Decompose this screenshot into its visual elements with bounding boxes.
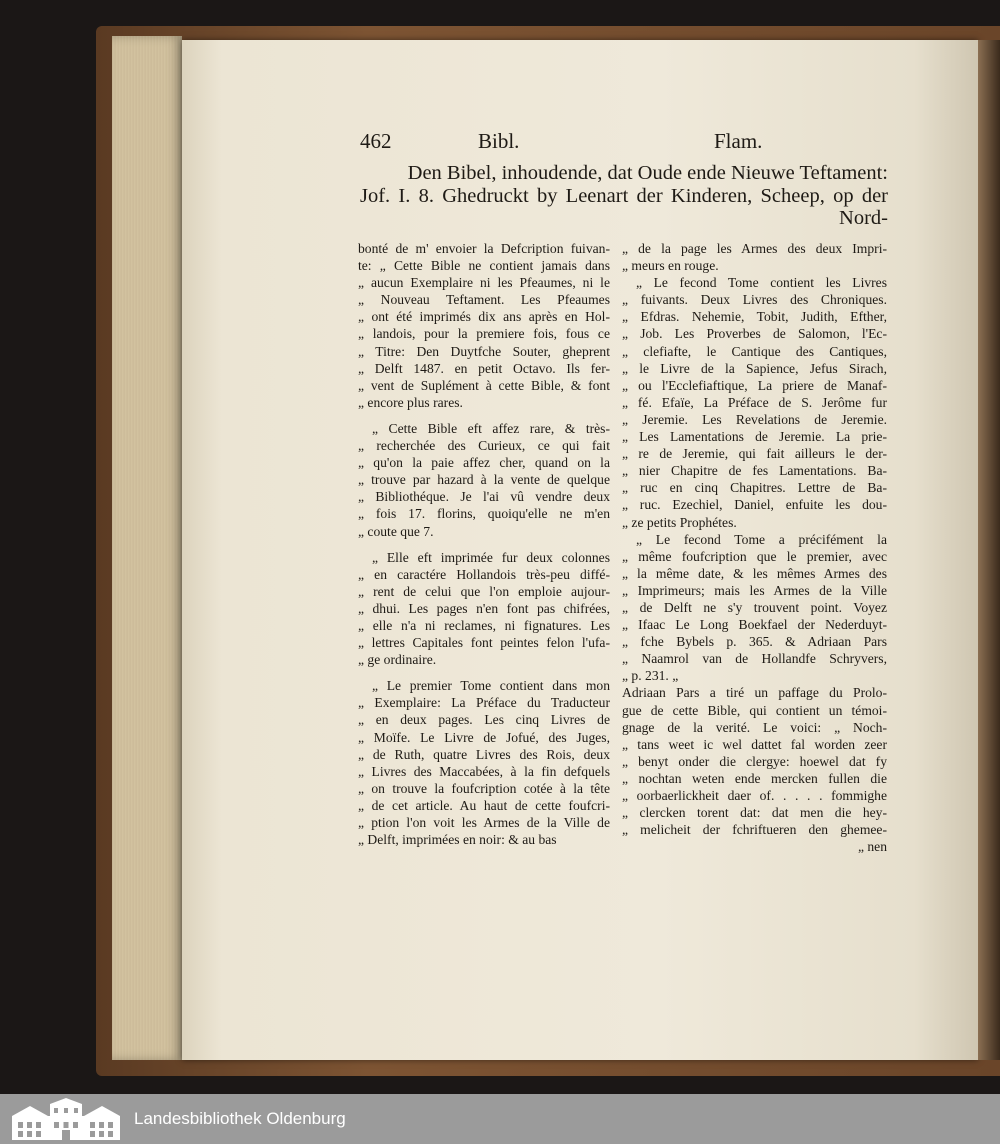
text-line: gue de cette Bible, qui contient un témoi- [622, 702, 887, 718]
paragraph-gap [358, 668, 610, 677]
text-line: „ tans weet ic wel dattet fal worden zeer [622, 736, 887, 752]
text-line: „ Elle eft imprimée fur deux colonnes [372, 549, 610, 565]
text-line: „ recherchée des Curieux, ce qui fait [358, 438, 610, 454]
text-line: „ de cet article. Au haut de cette foufcri- [358, 797, 610, 813]
book-gutter [978, 40, 1000, 1060]
text-line: „ fche Bybels p. 365. & Adriaan Pars [622, 634, 887, 650]
text-line: „ Titre: Den Duytfche Souter, gheprent [358, 343, 610, 359]
text-line: „ Le fecond Tome a précifément la [636, 531, 887, 547]
text-line: „ Delft, imprimées en noir: & au bas [358, 832, 557, 848]
text-line: „ ruc. Ezechiel, Daniel, enfuite les dou- [622, 497, 887, 513]
library-building-logo [10, 1098, 122, 1140]
text-line: „ on trouve la foufcription cotée à la tête [358, 780, 610, 796]
text-line: Adriaan Pars a tiré un paffage du Prolo- [622, 685, 887, 701]
text-line: „ benyt onder die clergye: hoewel dat fy [622, 753, 887, 769]
running-head-right: Flam. [714, 129, 763, 153]
text-line: „ ou l'Ecclefiaftique, La priere de Manaf- [622, 377, 887, 393]
text-line: „ fois 17. florins, quoiqu'elle ne m'en [358, 506, 610, 522]
text-line: „ rent de celui que l'on emploie aujour- [358, 583, 610, 599]
text-line: „ landois, pour la premiere fois, fous ce [358, 326, 610, 342]
text-line: „ Job. Les Proverbes de Salomon, l'Ec- [622, 326, 887, 342]
text-line: „ Moïfe. Le Livre de Jofué, des Juges, [358, 729, 610, 745]
text-line: „ Les Lamentations de Jeremie. La prie- [622, 429, 887, 445]
text-line: „ fuivants. Deux Livres des Chroniques. [622, 292, 887, 308]
running-head-left: Bibl. [478, 129, 520, 153]
text-line: „ la même date, & les mêmes Armes des [622, 565, 887, 581]
page-number: 462 [360, 129, 392, 153]
text-line: „ meurs en rouge. [622, 258, 719, 274]
text-line: „ de Delft ne s'y trouvent point. Voyez [622, 599, 887, 615]
text-line: te: „ Cette Bible ne contient jamais dans [358, 258, 610, 274]
text-line: „ p. 231. „ [622, 668, 679, 684]
text-line: „ Naamrol van de Hollandfe Schryvers, [622, 651, 887, 667]
text-line: „ le Livre de la Sapience, Jefus Sirach, [622, 360, 887, 376]
text-line: „ Le premier Tome contient dans mon [372, 678, 610, 694]
text-line: „ Delft 1487. en petit Octavo. Ils fer- [358, 360, 610, 376]
text-line: „ qu'on la paie affez cher, quand on la [358, 455, 610, 471]
entry-title-line-2: Jof. I. 8. Ghedruckt by Leenart der Kinderen, Scheep, op der [360, 185, 888, 207]
text-line: „ ont été imprimés dix ans après en Hol- [358, 309, 610, 325]
text-line: „ nier Chapitre de fes Lamentations. Ba- [622, 463, 887, 479]
text-line: „ trouve par hazard à la vente de quelque [358, 472, 610, 488]
text-line: „ Imprimeurs; mais les Armes de la Ville [622, 582, 887, 598]
text-line: „ Nouveau Teftament. Les Pfeaumes [358, 292, 610, 308]
paragraph-gap [358, 540, 610, 549]
library-name: Landesbibliothek Oldenburg [134, 1109, 346, 1128]
text-line: „ nen [857, 839, 887, 855]
text-line: „ Bibliothéque. Je l'ai vû vendre deux [358, 489, 610, 505]
text-line: „ en caractére Hollandois très-peu diffé- [358, 566, 610, 582]
text-line: „ nochtan weten ende mercken fullen die [622, 770, 887, 786]
text-line: „ ption l'on voit les Armes de la Ville de [358, 815, 610, 830]
text-line: „ aucun Exemplaire ni les Pfeaumes, ni le [358, 275, 610, 291]
text-line: „ de la page les Armes des deux Impri- [622, 241, 887, 256]
left-text-column [358, 240, 610, 848]
text-line: „ Efdras. Nehemie, Tobit, Judith, Efther, [622, 309, 887, 325]
text-line: „ même foufcription que le premier, avec [622, 548, 887, 564]
text-line: „ oorbaerlickheit daer of. . . . . fommighe [622, 788, 887, 803]
entry-title-line-3: Nord- [839, 207, 888, 229]
text-line: „ en deux pages. Les cinq Livres de [358, 712, 610, 728]
text-line: „ melicheit der fchriftueren den ghemee- [622, 822, 887, 838]
text-line: „ coute que 7. [358, 523, 434, 539]
text-line: „ Le fecond Tome contient les Livres [636, 275, 887, 291]
text-line: „ dhui. Les pages n'en font pas chifrées, [358, 600, 610, 616]
text-line: „ fé. Efaïe, La Préface de S. Jerôme fur [622, 394, 887, 410]
text-line: „ clercken torent dat: dat men die hey- [622, 805, 887, 821]
text-line: „ Jeremie. Les Revelations de Jeremie. [622, 411, 887, 427]
text-line: „ ge ordinaire. [358, 652, 437, 668]
right-text-column [622, 240, 887, 855]
text-line: „ vent de Suplément à cette Bible, & font [358, 377, 610, 393]
text-line: „ ze petits Prophétes. [622, 514, 737, 530]
text-line: „ lettres Capitales font peintes felon l'ufa- [358, 635, 610, 651]
text-line: gnage de la verité. Le voici: „ Noch- [622, 719, 887, 735]
text-line: „ de Ruth, quatre Livres des Rois, deux [358, 746, 610, 762]
text-line: „ re de Jeremie, qui fait ailleurs le der- [622, 446, 887, 462]
text-line: „ Livres des Maccabées, à la fin defquels [358, 763, 610, 779]
text-line: „ Ifaac Le Long Boekfael der Nederduyt- [622, 617, 887, 633]
entry-title-line-1: Den Bibel, inhoudende, dat Oude ende Nieuwe Teftament: [407, 162, 888, 184]
text-line: „ encore plus rares. [358, 394, 463, 410]
text-line: bonté de m' envoier la Defcription fuivan- [358, 241, 610, 256]
footer-bar [0, 1094, 1000, 1144]
page-edges [112, 36, 182, 1060]
text-line: „ ruc en cinq Chapitres. Lettre de Ba- [622, 480, 887, 496]
text-line: „ clefiafte, le Cantique des Cantiques, [622, 343, 887, 359]
paragraph-gap [358, 411, 610, 420]
text-line: „ elle n'a ni reclames, ni fignatures. Les [358, 617, 610, 633]
text-line: „ Cette Bible eft affez rare, & très- [372, 420, 610, 436]
text-line: „ Exemplaire: La Préface du Traducteur [358, 695, 610, 711]
